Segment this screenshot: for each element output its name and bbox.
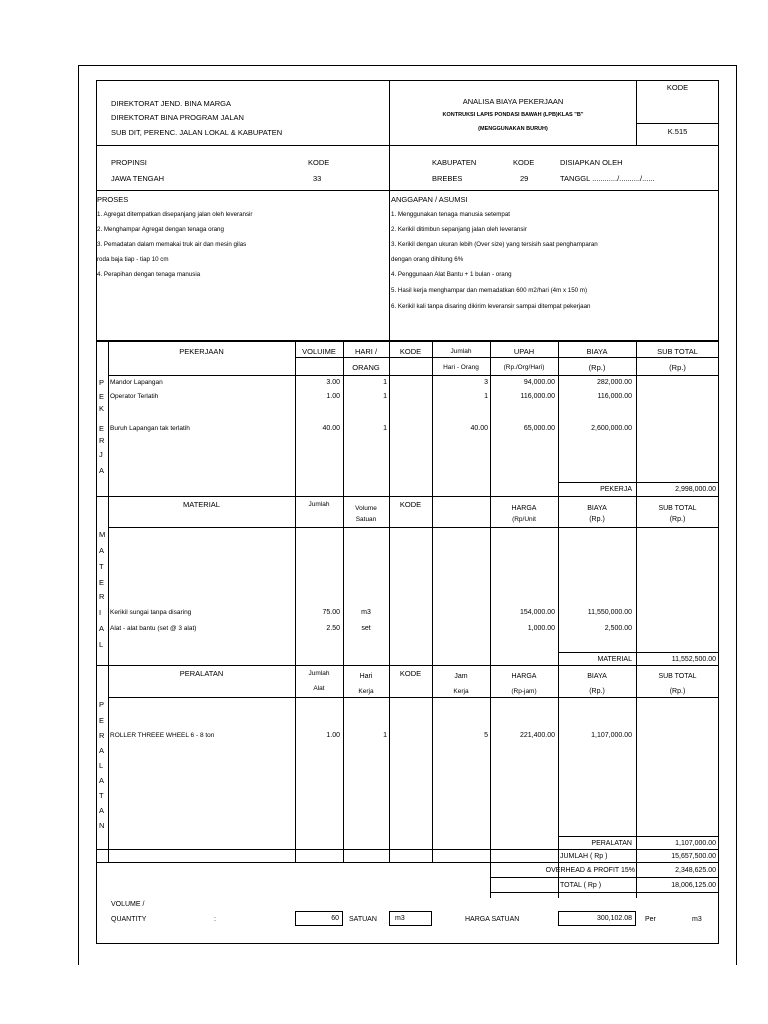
per-row-name: ROLLER THREEE WHEEL 6 - 8 ton [110, 732, 215, 739]
tanggal-label: TANGGL ............/........../...... [560, 174, 655, 183]
kode2-value: 29 [520, 174, 529, 183]
pek-row-name: Operator Terlatih [110, 393, 159, 400]
side-letter: T [99, 791, 104, 800]
propinsi-label: PROPINSI [111, 158, 147, 167]
mat-row-sat: set [361, 625, 371, 632]
mat-row-harga: 1,000.00 [527, 625, 555, 632]
col-line [636, 342, 637, 898]
section-line [96, 496, 719, 497]
side-letter: R [99, 731, 105, 740]
side-letter: E [99, 716, 105, 725]
side-letter: M [99, 530, 106, 539]
mat-total-label: MATERIAL [597, 656, 632, 663]
pek-row-vol: 3.00 [326, 379, 340, 386]
asumsi-item: dengan orang dihitung 6% [391, 256, 464, 263]
footer-volume-label: VOLUME / [111, 901, 145, 908]
header-left-3: SUB DIT, PERENC. JALAN LOKAL & KABUPATEN [111, 128, 283, 137]
kode-value: K.515 [667, 127, 688, 136]
per-head-jumlah: Jumlah [308, 670, 330, 677]
kabupaten-value: BREBES [432, 174, 463, 183]
per-head-harga: HARGA [511, 673, 537, 680]
pek-row-biaya: 2,600,000.00 [591, 425, 632, 432]
pek-row-biaya: 282,000.00 [596, 379, 632, 386]
per-row-jml: 1.00 [326, 732, 340, 739]
pek-row-name: Mandor Lapangan [110, 379, 163, 386]
header-subtitle: KONTRUKSI LAPIS PONDASI BAWAH (LPB)KLAS "B" [442, 112, 584, 118]
mat-row-name: Kerikil sungai tanpa disaring [110, 609, 192, 616]
mat-total-value: 11,552,500.00 [671, 656, 716, 663]
propinsi-value: JAWA TENGAH [111, 174, 165, 183]
kode1-value: 33 [313, 174, 322, 183]
summary-line [490, 877, 719, 878]
asumsi-item: 3. Kerikil dengan ukuran lebih (Over size) yang tersisih saat penghamparan [391, 241, 598, 248]
side-letter: E [99, 392, 105, 401]
asumsi-item: 4. Penggunaan Alat Bantu + 1 bulan - orang [391, 271, 512, 278]
asumsi-item: 6. Kerikil kali tanpa disaring dikirim leveransir sampai ditempat pekerjaan [391, 303, 591, 310]
side-letter: K [99, 404, 105, 413]
side-letter: A [99, 806, 105, 815]
pek-row-jumlah: 40.00 [470, 425, 488, 432]
asumsi-title: ANGGAPAN / ASUMSI [391, 195, 468, 204]
per-row-jam: 5 [484, 732, 488, 739]
pek-head-biaya: BIAYA [586, 347, 608, 356]
mat-head-subtotal-unit: (Rp.) [669, 516, 686, 523]
col-line [295, 342, 296, 862]
per-head-peralatan: PERALATAN [179, 669, 224, 678]
mat-head-subtotal: SUB TOTAL [658, 505, 697, 512]
pek-head-vol: VOLUIME [302, 347, 336, 356]
per-row-harga: 221,400.00 [519, 732, 555, 739]
pek-head-hari: HARI / [354, 347, 378, 356]
proses-item: 1. Agregat ditempatkan disepanjang jalan oleh leveransir [97, 211, 253, 218]
summary-line [490, 892, 719, 893]
per-head-subtotal-unit: (Rp.) [669, 688, 686, 695]
header-left-1: DIREKTORAT JEND. BINA MARGA [111, 99, 232, 108]
mat-head-biaya-unit: (Rp.) [589, 516, 605, 523]
pek-row-hari: 1 [383, 393, 387, 400]
pek-row-hari: 1 [383, 379, 387, 386]
summary-label-overhead: OVERHEAD & PROFIT 15% [545, 867, 635, 874]
side-letter: N [99, 821, 105, 830]
footer-colon: : [214, 916, 216, 923]
proses-title: PROSES [97, 195, 129, 204]
header-left-2: DIREKTORAT BINA PROGRAM JALAN [111, 113, 244, 122]
kode-box-mid [636, 123, 719, 124]
pek-total-line [558, 482, 719, 483]
mat-total-line [558, 652, 719, 653]
mat-row-sat: m3 [361, 609, 371, 616]
per-total-line [558, 836, 719, 837]
pek-head-subtotal: SUB TOTAL [657, 347, 698, 356]
proses-item: 3. Pemadatan dalam memakai truk air dan mesin gilas [97, 241, 247, 248]
summary-label-jumlah: JUMLAH ( Rp ) [560, 853, 608, 860]
pek-head-subtotal-unit: (Rp.) [669, 363, 686, 372]
proses-item: 2. Menghampar Agregat dengan tenaga orang [97, 226, 224, 233]
footer-volume-value: 60 [331, 915, 339, 922]
summary-value-jumlah: 15,657,500.00 [671, 853, 716, 860]
per-head-subtotal: SUB TOTAL [658, 673, 697, 680]
per-head-alat: Alat [313, 685, 325, 692]
proses-item: 4. Perapihan dengan tenaga manusia [97, 271, 201, 278]
per-head-biaya: BIAYA [587, 673, 607, 680]
pek-head-pekerjaan: PEKERJAAN [179, 347, 224, 356]
pek-total-label: PEKERJA [600, 486, 632, 493]
pek-header-bottom [108, 375, 719, 376]
footer-harga-value: 300,102.08 [596, 915, 632, 922]
pek-head-upah-unit: (Rp./Org/Hari) [503, 364, 545, 371]
pek-row-vol: 40.00 [322, 425, 340, 432]
asumsi-item: 2. Kerikil ditimbun sepanjang jalan oleh leveransir [391, 226, 527, 233]
side-letter: P [99, 378, 105, 387]
footer-harga-label: HARGA SATUAN [465, 916, 520, 923]
kode-label: KODE [666, 83, 689, 92]
pek-head-hariorang: Hari - Orang [443, 364, 479, 371]
side-letter: R [99, 436, 105, 445]
side-letter: L [99, 761, 104, 770]
header-title: ANALISA BIAYA PEKERJAAN [462, 97, 564, 106]
pek-row-upah: 65,000.00 [523, 425, 555, 432]
pek-total-value: 2,998,000.00 [675, 486, 716, 493]
mat-head-harga: HARGA [511, 505, 537, 512]
mat-row-jml: 2.50 [326, 625, 340, 632]
col-line [108, 342, 109, 862]
section-line [96, 665, 719, 666]
col-line [432, 342, 433, 862]
disiapkan-label: DISIAPKAN OLEH [560, 158, 623, 167]
mat-row-biaya: 2,500.00 [604, 625, 632, 632]
summary-value-overhead: 2,348,625.00 [675, 867, 716, 874]
kode1-label: KODE [308, 158, 330, 167]
per-row-biaya: 1,107,000.00 [591, 732, 632, 739]
side-letter: A [99, 624, 105, 633]
pek-head-upah: UPAH [513, 347, 535, 356]
mat-row-name: Alat - alat bantu (set @ 3 alat) [110, 625, 197, 632]
header-subtitle-2: (MENGGUNAKAN BURUH) [478, 126, 548, 132]
pek-row-upah: 116,000.00 [520, 393, 555, 400]
pek-row-hari: 1 [383, 425, 387, 432]
per-head-jamkerja: Kerja [453, 688, 469, 695]
footer-satuan-label: SATUAN [349, 916, 377, 923]
footer-satuan-value: m3 [395, 915, 405, 922]
per-head-jam: Jam [454, 673, 468, 680]
side-letter: J [99, 450, 103, 459]
per-head-kerja: Kerja [358, 688, 374, 695]
side-letter: T [99, 562, 104, 571]
side-letter: P [99, 700, 105, 709]
side-letter: I [99, 608, 102, 617]
mat-head-harga-unit: (Rp/Unit [512, 516, 536, 523]
mat-head-kode: KODE [399, 500, 422, 509]
pek-head-biaya-unit: (Rp.) [588, 363, 606, 372]
pek-header-mid [295, 357, 719, 358]
per-row-hari: 1 [383, 732, 387, 739]
per-total-value: 1,107,000.00 [675, 840, 716, 847]
side-letter: A [99, 746, 105, 755]
pek-head-kode: KODE [399, 347, 422, 356]
pek-row-jumlah: 3 [484, 379, 488, 386]
per-head-biaya-unit: (Rp.) [589, 688, 605, 695]
mat-head-jumlah: Jumlah [308, 501, 330, 508]
col-line [343, 342, 344, 862]
mat-head-material: MATERIAL [183, 500, 220, 509]
mat-head-biaya: BIAYA [587, 505, 607, 512]
per-head-hari: Hari [359, 673, 373, 680]
section-line [96, 849, 719, 850]
summary-label-total: TOTAL ( Rp ) [560, 882, 602, 889]
pek-row-upah: 94,000.00 [523, 379, 555, 386]
side-letter: L [99, 640, 104, 649]
per-header-bottom [108, 697, 719, 698]
mat-row-harga: 154,000.00 [519, 609, 555, 616]
per-head-harga-unit: (Rp-jam) [511, 688, 537, 695]
asumsi-item: 1. Menggunakan tenaga manusia setempat [391, 211, 511, 218]
mat-row-biaya: 11,550,000.00 [587, 609, 632, 616]
col-line [389, 342, 390, 862]
mat-row-jml: 75.00 [322, 609, 340, 616]
side-letter: E [99, 424, 105, 433]
footer-per-label: Per [645, 916, 656, 923]
footer-per-unit: m3 [692, 916, 702, 923]
side-letter: E [99, 578, 105, 587]
header-bottom-line [96, 145, 719, 146]
pek-head-orang: ORANG [352, 363, 380, 372]
pek-row-name: Buruh Lapangan tak terlatih [110, 425, 190, 432]
per-total-label: PERALATAN [591, 840, 632, 847]
summary-line [96, 862, 719, 863]
per-head-kode: KODE [399, 669, 422, 678]
mat-header-bottom [108, 527, 719, 528]
kode2-label: KODE [513, 158, 535, 167]
proses-item: roda baja tiap - tiap 10 cm [97, 256, 169, 263]
mat-head-volume: Volume [355, 505, 377, 512]
pek-row-jumlah: 1 [484, 393, 488, 400]
side-letter: A [99, 776, 105, 785]
asumsi-item: 5. Hasil kerja menghampar dan memadatkan 600 m2/hari (4m x 150 m) [391, 287, 588, 294]
table-top-line [96, 340, 719, 342]
kabupaten-label: KABUPATEN [432, 158, 477, 167]
side-letter: A [99, 546, 105, 555]
info-bottom-line [96, 190, 719, 191]
side-letter: R [99, 592, 105, 601]
pek-row-biaya: 116,000.00 [597, 393, 632, 400]
pek-row-vol: 1.00 [326, 393, 340, 400]
pek-head-jumlah: Jumlah [450, 348, 472, 355]
summary-value-total: 18,006,125.00 [671, 882, 716, 889]
mat-head-satuan: Satuan [355, 516, 377, 523]
footer-quantity-label: QUANTITY [111, 916, 147, 923]
side-letter: A [99, 466, 105, 475]
